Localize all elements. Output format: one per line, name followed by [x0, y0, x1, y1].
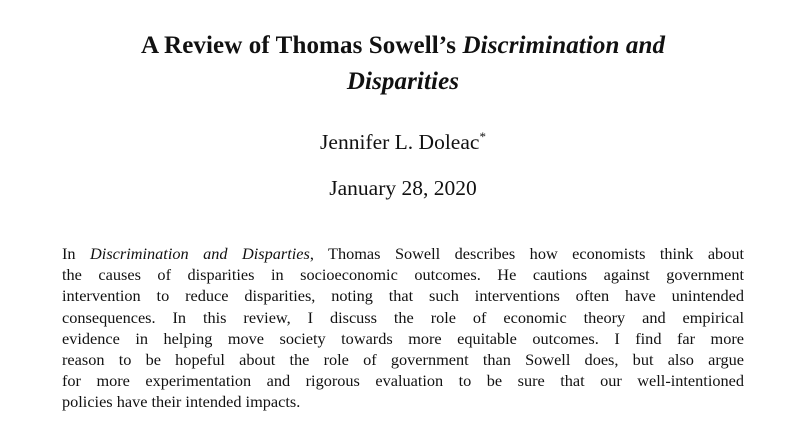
abstract-line-5: evidence in helping move society towards more equitable outcomes. I find far more	[62, 328, 744, 348]
paper-title	[20, 28, 786, 100]
title-italic-part-2: Disparities	[346, 68, 460, 95]
abstract-line-3: intervention to reduce disparities, noting that such interventions often have unintended	[62, 286, 744, 306]
abstract-line-2: the causes of disparities in socioeconomic outcomes. He cautions against government	[62, 265, 744, 285]
abstract-line-6: reason to be hopeful about the role of government than Sowell does, but also argue	[62, 350, 744, 370]
author-footnote-mark: *	[479, 129, 486, 144]
abstract-line-1-rest: , Thomas Sowell describes how economists think about	[309, 244, 744, 263]
abstract-line-7: for more experimentation and rigorous evaluation to be sure that our well-intentioned	[62, 371, 744, 391]
abstract-line-4: consequences. In this review, I discuss the role of economic theory and empirical	[62, 307, 744, 327]
abstract	[62, 243, 744, 413]
abstract-line-1	[62, 243, 744, 264]
title-line-1	[20, 28, 786, 64]
author	[0, 127, 806, 157]
paper-date: January 28, 2020	[329, 176, 477, 200]
book-title-italic: Discrimination and Disparties	[90, 244, 310, 263]
abstract-line-8: policies have their intended impacts.	[62, 392, 301, 412]
title-italic-part-1: Discrimination and	[462, 32, 666, 59]
title-prefix: A Review of Thomas Sowell’s	[140, 32, 463, 59]
title-line-2	[20, 64, 786, 100]
abstract-intro: In	[62, 244, 91, 263]
author-name: Jennifer L. Doleac	[320, 130, 480, 154]
